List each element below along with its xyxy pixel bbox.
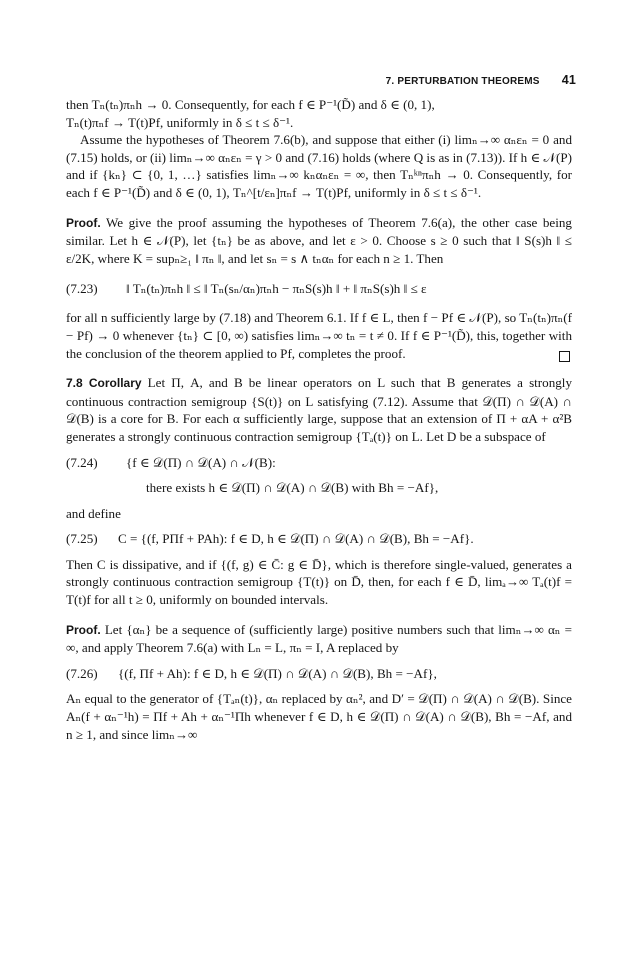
paragraph-line: then Tₙ(tₙ)πₙh → 0. Consequently, for each f ∈ P⁻¹(D̃) and δ ∈ (0, 1), (66, 97, 435, 112)
page-body (66, 96, 572, 743)
equation-label: (7.26) (66, 665, 98, 681)
section-title: 7. PERTURBATION THEOREMS (385, 76, 540, 87)
equation-label: (7.24) (66, 454, 98, 470)
corollary-conclusion: Then C is dissipative, and if {(f, g) ∈ C̄: g ∈ D̄}, which is therefore single-valued, generates a strongly continuous contraction semigroup {T(t)} on D̄, then, for each f ∈ D̄, limₐ→∞ Tₐ(t)f = T(t)f for all t ≥ 0, uniformly on bounded intervals. (66, 556, 572, 608)
proof-continuation: for all n sufficiently large by (7.18) and Theorem 6.1. If f ∈ L, then f − Pf ∈ 𝒩(P), so Tₙ(tₙ)πₙ(f − Pf) → 0 whenever {tₙ} ⊂ [0, ∞) satisfies limₙ→∞ tₙ = t ≠ 0. If f ∈ P⁻¹(D̃), this, together with the conclusion of the theorem applied to Pf, completes the proof. (66, 310, 572, 361)
equation-7-24-continuation: there exists h ∈ 𝒟(Π) ∩ 𝒟(A) ∩ 𝒟(B) with Bh = −Af}, (146, 480, 439, 496)
equation-7-25 (66, 530, 572, 548)
qed-box-icon (559, 351, 570, 362)
equation-label: (7.25) (66, 531, 98, 547)
proof-paragraph-1 (66, 214, 572, 268)
equation-body: ‖ Tₙ(tₙ)πₙh ‖ ≤ ‖ Tₙ(sₙ/αₙ)πₙh − πₙS(s)h ‖ + ‖ πₙS(s)h ‖ ≤ ε (126, 280, 427, 296)
page-number: 41 (561, 73, 576, 87)
corollary-text: Let Π, A, and B be linear operators on L such that B generates a strongly continuous contraction semigroup {S(t)} on L satisfying (7.12). Assume that 𝒟(Π) ∩ 𝒟(A) ∩ 𝒟(B) is a core for B. For each α sufficiently large, suppose that an extension of Π + αA + α²B generates a strongly continuous contraction semigroup {Tₐ(t)} on L. Let D be a subspace of (66, 375, 572, 444)
corollary-heading: 7.8 Corollary (66, 376, 142, 391)
equation-body: {(f, Πf + Ah): f ∈ D, h ∈ 𝒟(Π) ∩ 𝒟(A) ∩ 𝒟(B), Bh = −Af}, (118, 665, 437, 681)
proof-continuation: Aₙ equal to the generator of {Tₐₙ(t)}, αₙ replaced by αₙ², and D′ = 𝒟(Π) ∩ 𝒟(A) ∩ 𝒟(B). Since Aₙ(f + αₙ⁻¹h) = Πf + Ah + αₙ⁻¹Πh whenever f ∈ D, h ∈ 𝒟(Π) ∩ 𝒟(A) ∩ 𝒟(B), Bh = −Af, and n ≥ 1, and since limₙ→∞ (66, 691, 572, 742)
and-define-text: and define (66, 505, 121, 521)
equation-body: {f ∈ 𝒟(Π) ∩ 𝒟(A) ∩ 𝒩(B): (126, 454, 276, 470)
proof-heading: Proof. (66, 215, 101, 230)
running-header (386, 73, 576, 87)
proof-text: We give the proof assuming the hypotheses of Theorem 7.6(a), the other case being similar. Let h ∈ 𝒩(P), let {tₙ} be as above, and let ε > 0. Choose s ≥ 0 such that ‖ S(s)h ‖ ≤ ε/2K, where K = supₙ≥₁ ‖ πₙ ‖, and let sₙ = s ∧ tₙαₙ for each n ≥ 1. Then (66, 214, 572, 266)
equation-7-26 (66, 665, 572, 683)
paragraph-theorem-b: Assume the hypotheses of Theorem 7.6(b), and suppose that either (i) limₙ→∞ αₙεₙ = 0 and (7.15) holds, or (ii) limₙ→∞ αₙεₙ = γ > 0 and (7.16) holds (where Q is as in (7.13)). If h ∈ 𝒩(P) and if {kₙ} ⊂ {0, 1, …} satisfies limₙ→∞ kₙαₙεₙ = ∞, then Tₙᵏⁿπₙh → 0. Consequently, for each f ∈ P⁻¹(D̃) and δ ∈ (0, 1), Tₙ^[t/εₙ]πₙf → T(t)Pf, uniformly in δ ≤ t ≤ δ⁻¹. (66, 132, 572, 200)
corollary-paragraph (66, 374, 572, 445)
proof-heading: Proof. (66, 622, 101, 637)
proof-paragraph-2 (66, 621, 572, 657)
paragraph-line: Tₙ(t)πₙf → T(t)Pf, uniformly in δ ≤ t ≤ δ⁻¹. (66, 114, 294, 130)
equation-7-24 (66, 454, 572, 472)
equation-body: C = {(f, PΠf + PAh): f ∈ D, h ∈ 𝒟(Π) ∩ 𝒟(A) ∩ 𝒟(B), Bh = −Af}. (118, 531, 474, 547)
equation-7-23 (66, 267, 572, 309)
proof-text: Let {αₙ} be a sequence of (sufficiently large) positive numbers such that limₙ→∞ αₙ = ∞, and apply Theorem 7.6(a) with Lₙ = L, πₙ = I, A replaced by (66, 621, 572, 656)
equation-label: (7.23) (66, 280, 98, 296)
